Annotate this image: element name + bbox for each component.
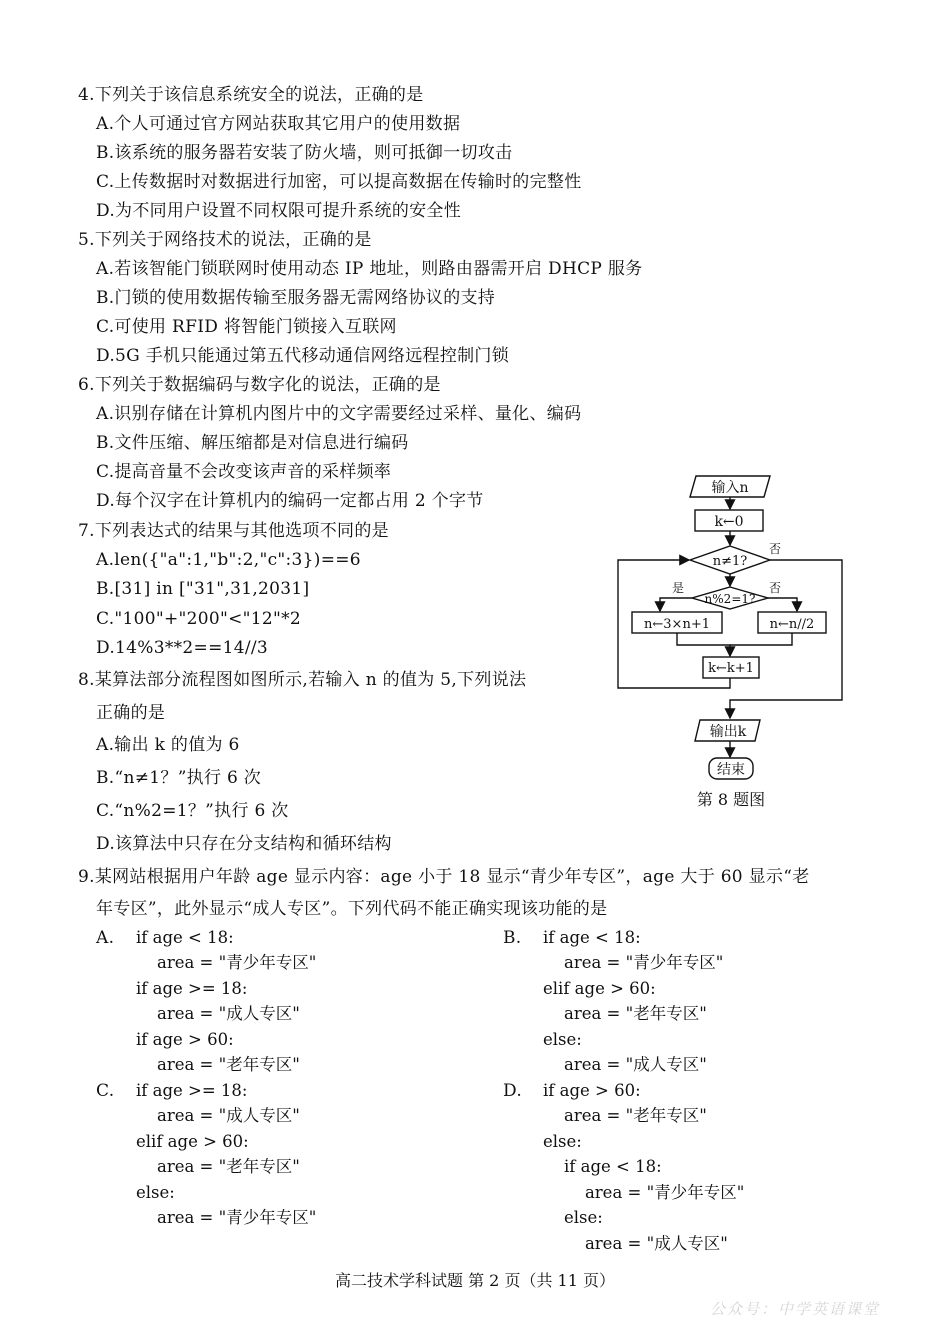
q8-option-c: C.“n%2=1？”执行 6 次 (96, 801, 289, 821)
flow-output-text: 输出k (709, 724, 747, 740)
flow-input-text: 输入n (711, 480, 749, 496)
flow-yes-label: 是 (671, 581, 685, 595)
q9-d-label: D. (503, 1081, 523, 1101)
flow-no-label: 否 (768, 581, 782, 595)
code-line: else: (543, 1208, 603, 1227)
code-line: area = "成人专区" (136, 1004, 300, 1023)
q4-option-a: A.个人可通过官方网站获取其它用户的使用数据 (96, 114, 461, 134)
q5-stem: 5.下列关于网络技术的说法，正确的是 (78, 230, 372, 250)
q6-option-c: C.提高音量不会改变该声音的采样频率 (96, 462, 392, 482)
code-line: area = "成人专区" (136, 1106, 300, 1125)
flow-odd-text: n←3×n+1 (644, 617, 710, 632)
q5-option-b: B.门锁的使用数据传输至服务器无需网络协议的支持 (96, 288, 496, 308)
flow-outer-text: n≠1? (712, 554, 748, 569)
q6-option-b: B.文件压缩、解压缩都是对信息进行编码 (96, 433, 409, 453)
code-line: if age > 60: (136, 1030, 234, 1049)
code-line: area = "青少年专区" (543, 953, 724, 972)
code-line: if age >= 18: (136, 979, 248, 998)
q7-option-d: D.14%3**2==14//3 (96, 638, 269, 658)
q8-option-a: A.输出 k 的值为 6 (96, 735, 240, 755)
q4-stem: 4.下列关于该信息系统安全的说法，正确的是 (78, 85, 424, 105)
code-line: if age < 18: (543, 1157, 662, 1176)
flow-init-text: k←0 (714, 514, 744, 530)
code-line: area = "老年专区" (136, 1055, 300, 1074)
q7-option-b: B.[31] in ["31",31,2031] (96, 579, 310, 599)
watermark: 公众号：中学英语课堂 (709, 1300, 880, 1318)
code-line: else: (543, 1030, 582, 1049)
flow-increment-text: k←k+1 (708, 661, 754, 676)
q6-option-d: D.每个汉字在计算机内的编码一定都占用 2 个字节 (96, 491, 484, 511)
q5-option-c: C.可使用 RFID 将智能门锁接入互联网 (96, 317, 397, 337)
code-line: area = "青少年专区" (543, 1183, 745, 1202)
q8-stem-line1: 8.某算法部分流程图如图所示,若输入 n 的值为 5,下列说法 (78, 670, 527, 690)
flow-inner-text: n%2=1? (704, 592, 756, 606)
q7-option-c: C."100"+"200"<"12"*2 (96, 609, 302, 629)
q9-c-label: C. (96, 1081, 115, 1101)
flow-caption: 第 8 题图 (696, 790, 766, 809)
code-line: if age >= 18: (136, 1081, 248, 1100)
q5-option-d: D.5G 手机只能通过第五代移动通信网络远程控制门锁 (96, 346, 510, 366)
q9-a-label: A. (96, 928, 115, 948)
flow-outer-no: 否 (768, 542, 782, 556)
code-line: else: (543, 1132, 582, 1151)
q9-stem-line1: 9.某网站根据用户年龄 age 显示内容：age 小于 18 显示“青少年专区”，age 大于 60 显示“老 (78, 867, 810, 887)
code-line: area = "青少年专区" (136, 953, 317, 972)
code-line: if age < 18: (543, 928, 641, 947)
code-line: area = "老年专区" (543, 1106, 707, 1125)
q4-option-b: B.该系统的服务器若安装了防火墙，则可抵御一切攻击 (96, 143, 513, 163)
flow-end-text: 结束 (717, 762, 745, 778)
code-line: else: (136, 1183, 175, 1202)
code-line: if age > 60: (543, 1081, 641, 1100)
code-line: area = "成人专区" (543, 1234, 728, 1253)
flow-even-text: n←n//2 (769, 617, 815, 632)
q6-stem: 6.下列关于数据编码与数字化的说法，正确的是 (78, 375, 441, 395)
q8-stem-line2: 正确的是 (96, 703, 166, 723)
code-line: area = "成人专区" (543, 1055, 707, 1074)
code-line: elif age > 60: (136, 1132, 249, 1151)
q7-option-a: A.len({"a":1,"b":2,"c":3})==6 (96, 550, 361, 570)
q4-option-d: D.为不同用户设置不同权限可提升系统的安全性 (96, 201, 462, 221)
code-line: area = "老年专区" (543, 1004, 707, 1023)
code-line: area = "青少年专区" (136, 1208, 317, 1227)
q8-option-b: B.“n≠1？”执行 6 次 (96, 768, 262, 788)
code-line: area = "老年专区" (136, 1157, 300, 1176)
q9-stem-line2: 年专区”，此外显示“成人专区”。下列代码不能正确实现该功能的是 (96, 899, 608, 919)
q8-option-d: D.该算法中只存在分支结构和循环结构 (96, 834, 392, 854)
code-line: elif age > 60: (543, 979, 656, 998)
q7-stem: 7.下列表达式的结果与其他选项不同的是 (78, 521, 389, 541)
q6-option-a: A.识别存储在计算机内图片中的文字需要经过采样、量化、编码 (96, 404, 582, 424)
page-footer: 高二技术学科试题 第 2 页（共 11 页） (335, 1271, 615, 1290)
code-line: if age < 18: (136, 928, 234, 947)
q4-option-c: C.上传数据时对数据进行加密，可以提高数据在传输时的完整性 (96, 172, 582, 192)
q5-option-a: A.若该智能门锁联网时使用动态 IP 地址，则路由器需开启 DHCP 服务 (96, 259, 643, 279)
q9-b-label: B. (503, 928, 522, 948)
